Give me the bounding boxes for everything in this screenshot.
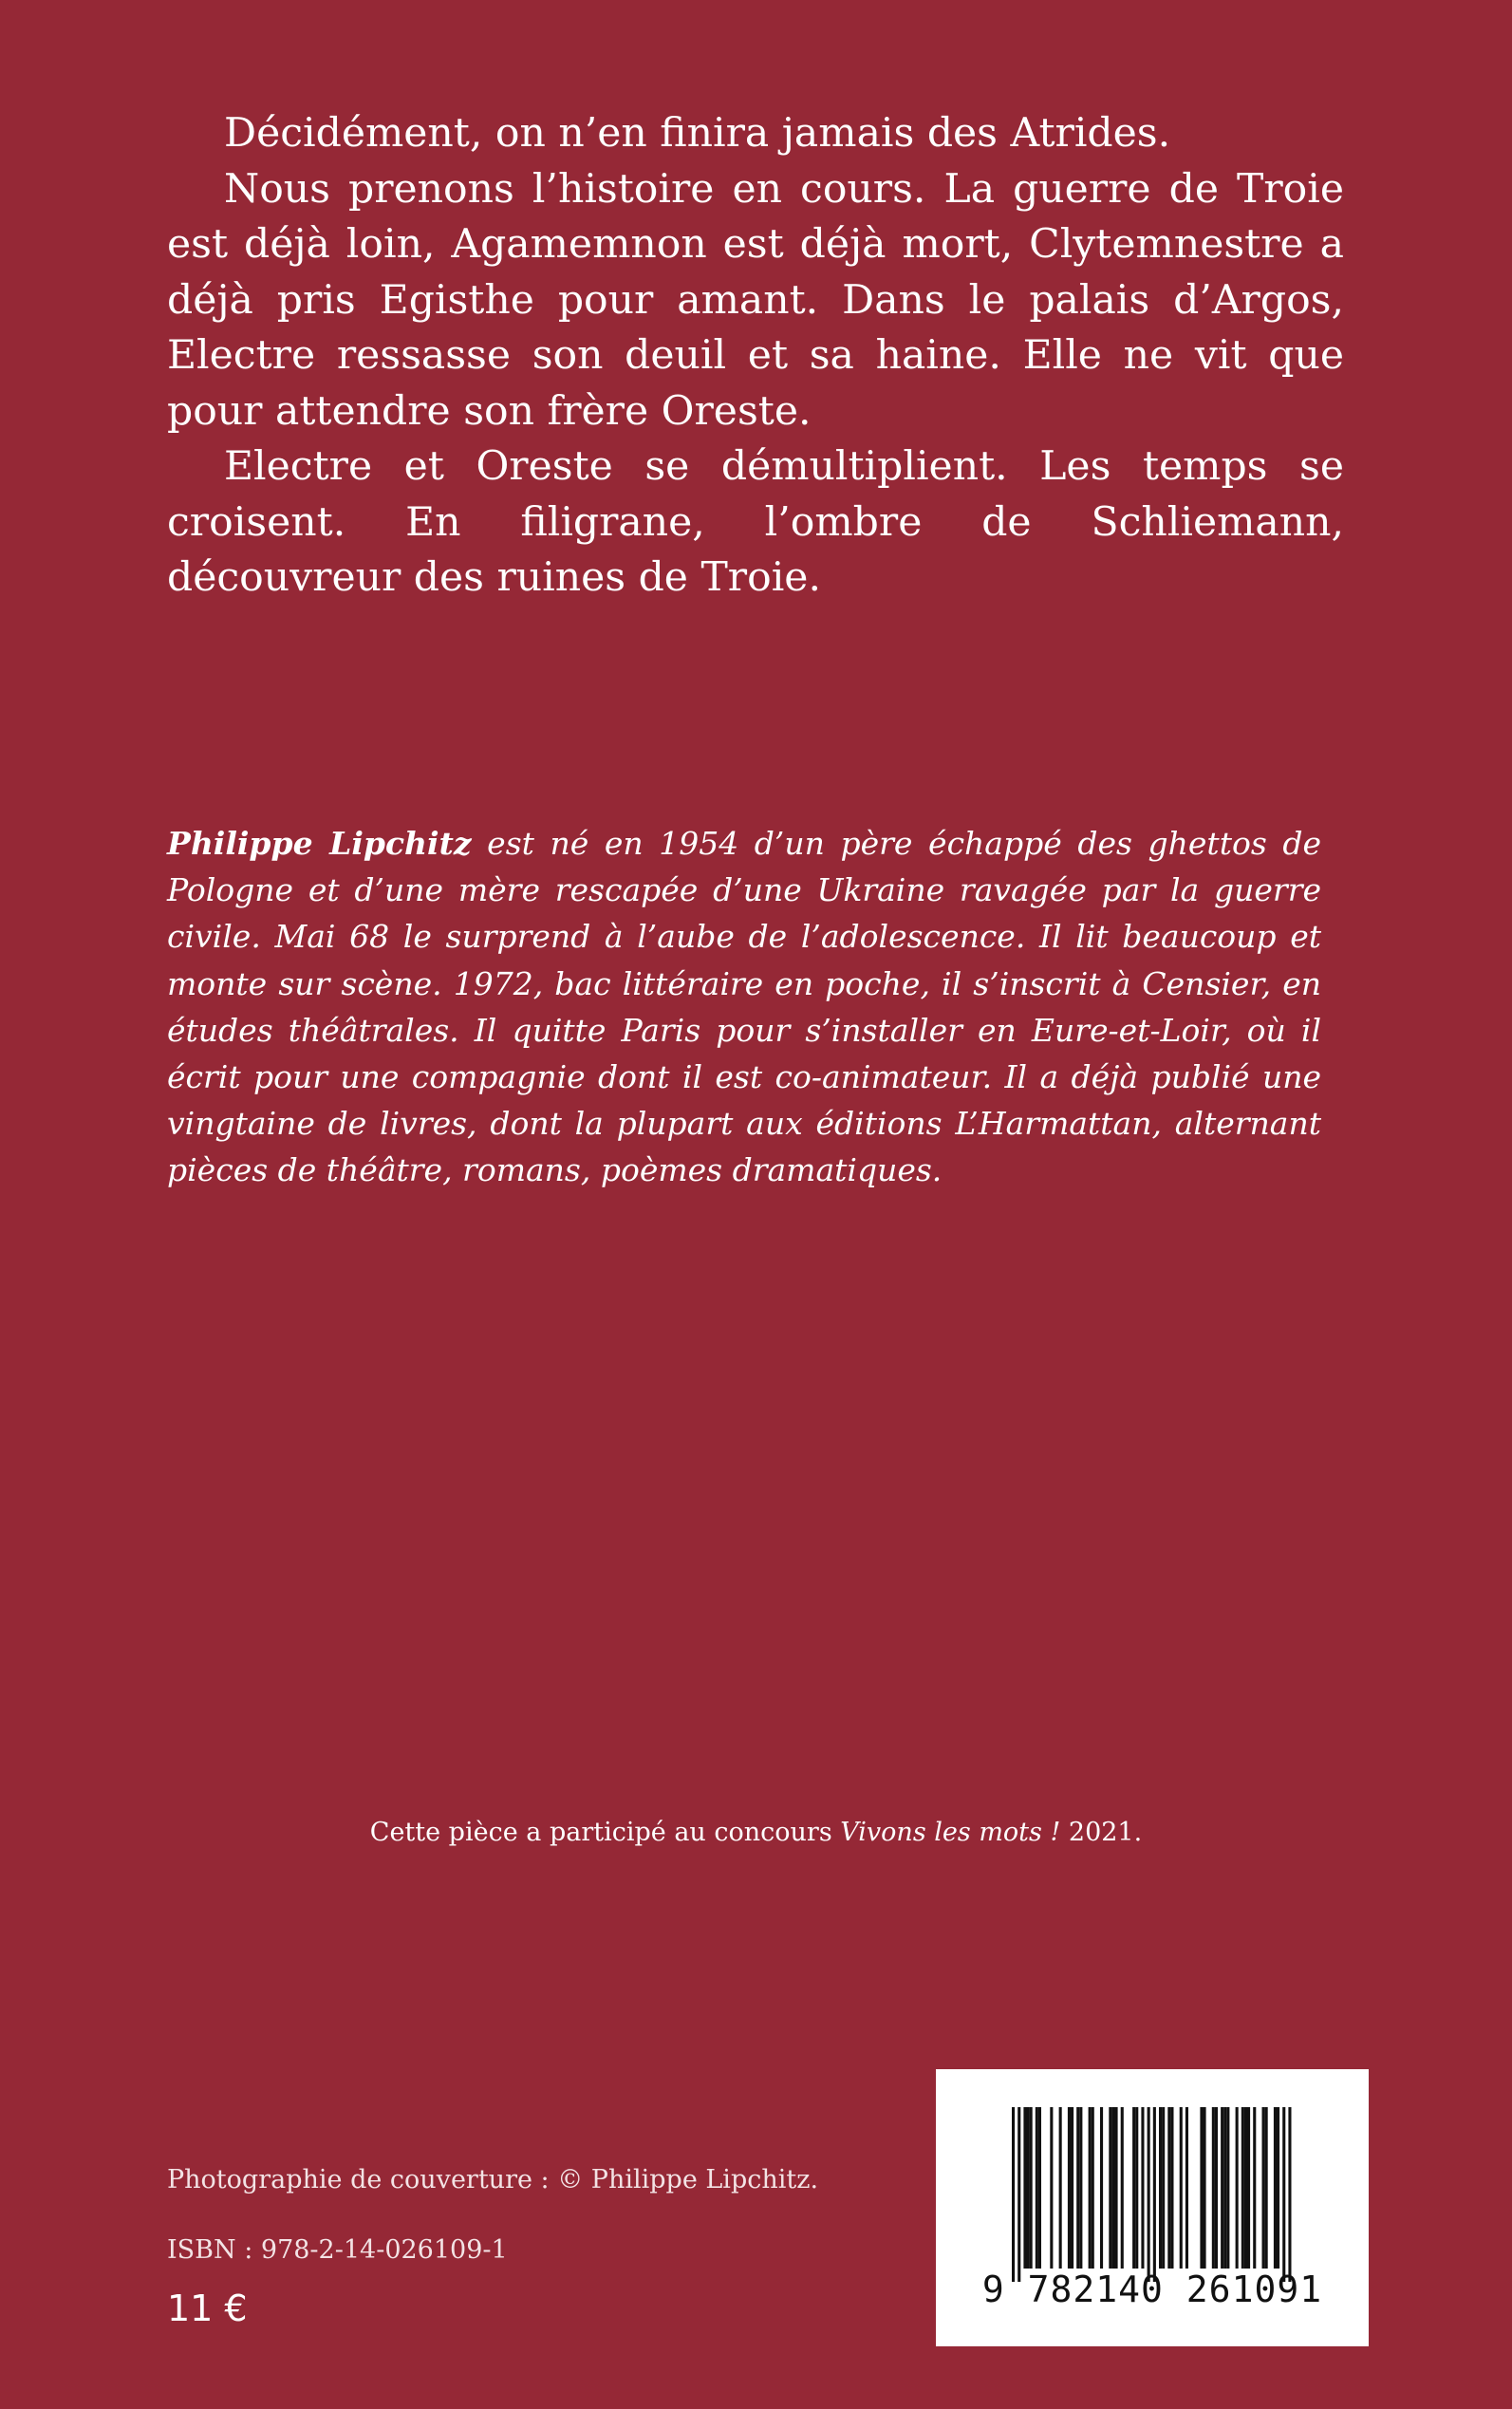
barcode-bar <box>1282 2107 1285 2282</box>
barcode-bar <box>1212 2107 1215 2269</box>
barcode-bar <box>1038 2107 1041 2269</box>
barcode-digits: 9 782140 261091 <box>981 2269 1323 2310</box>
barcode-bar <box>1030 2107 1033 2269</box>
barcode-bar <box>1226 2107 1229 2269</box>
barcode-bar <box>1079 2107 1082 2269</box>
barcode-bar <box>1036 2107 1038 2269</box>
barcode-bar <box>1167 2107 1170 2269</box>
barcode-bar <box>1068 2107 1071 2269</box>
barcode-bar <box>1274 2107 1277 2269</box>
barcode-bar <box>1089 2107 1092 2269</box>
barcode-bar <box>1244 2107 1247 2269</box>
barcode-bar <box>1253 2107 1256 2269</box>
photo-credit: Photographie de couverture : © Philippe Lipchitz. <box>167 2165 819 2194</box>
barcode-bar <box>1115 2107 1118 2269</box>
contest-note <box>0 1816 1512 1850</box>
barcode-bar <box>1200 2107 1203 2269</box>
barcode-bar <box>1050 2107 1053 2269</box>
barcode-bar <box>1223 2107 1226 2269</box>
barcode-bar <box>1092 2107 1094 2269</box>
blurb-paragraph: Nous prenons l’histoire en cours. La guerre de Troie est déjà loin, Agamemnon est déjà mort, Clytemnestre a déjà pris Egisthe pour amant. Dans le palais d’Argos, Electre ressasse son deuil et sa haine. Elle ne vit que pour attendre son frère Oreste. <box>167 165 1344 435</box>
barcode-bar <box>1109 2107 1111 2269</box>
barcode-bar <box>1241 2107 1244 2269</box>
barcode-bar <box>1262 2107 1265 2269</box>
barcode-bar <box>1076 2107 1079 2269</box>
contest-suffix: 2021. <box>1060 1818 1143 1847</box>
barcode-bar <box>1277 2107 1279 2269</box>
bio-text: est né en 1954 d’un père échappé des ghettos de Pologne et d’une mère rescapée d’une Ukraine ravagée par la guerre civile. Mai 68 le surprend à l’aube de l’adolescence. Il lit beaucoup et monte sur scène. 1972, bac littéraire en poche, il s’inscrit à Censier, en études théâtrales. Il quitte Paris pour s’installer en Eure-et-Loir, où il écrit pour une compagnie dont il est co-animateur. Il a déjà publié une vingtaine de livres, dont la plupart aux éditions L’Harmattan, alternant pièces de théâtre, romans, poèmes dramatiques. <box>167 825 1322 1189</box>
barcode-bar <box>1153 2107 1156 2282</box>
barcode-bar <box>1059 2107 1062 2269</box>
barcode-bar <box>1027 2107 1030 2269</box>
barcode-bar <box>1236 2107 1239 2269</box>
barcode-bar <box>1141 2107 1144 2269</box>
barcode-bar <box>1221 2107 1223 2269</box>
barcode-bar <box>1100 2107 1103 2269</box>
barcode <box>936 2069 1369 2346</box>
barcode-bar <box>1185 2107 1188 2269</box>
barcode-bar <box>1071 2107 1073 2269</box>
barcode-bar <box>1135 2107 1138 2269</box>
barcode-bar <box>1180 2107 1183 2269</box>
barcode-bar <box>1288 2107 1291 2282</box>
barcode-bar <box>1162 2107 1165 2269</box>
contest-prefix: Cette pièce a participé au concours <box>369 1818 841 1847</box>
blurb-paragraph: Décidément, on n’en finira jamais des Atrides. <box>224 110 1171 157</box>
bio-paragraph <box>167 820 1321 1194</box>
author-name: Philippe Lipchitz <box>167 825 472 862</box>
barcode-bar <box>1111 2107 1114 2269</box>
barcode-bar <box>1121 2107 1124 2269</box>
barcode-bar <box>1159 2107 1162 2269</box>
barcode-bar <box>1023 2107 1026 2269</box>
barcode-bar <box>1012 2107 1015 2282</box>
barcode-bar <box>1265 2107 1268 2269</box>
isbn-number: ISBN : 978-2-14-026109-1 <box>167 2235 508 2265</box>
back-cover-blurb <box>167 106 1344 607</box>
barcode-bar <box>1017 2107 1020 2282</box>
barcode-bar <box>1170 2107 1173 2269</box>
barcode-bar <box>1132 2107 1135 2269</box>
price-label: 11 € <box>167 2288 248 2329</box>
author-biography <box>167 820 1321 1194</box>
barcode-bar <box>1204 2107 1206 2269</box>
contest-title: Vivons les mots ! <box>840 1818 1061 1847</box>
barcode-bar <box>1148 2107 1150 2282</box>
barcode-bar <box>1247 2107 1250 2269</box>
barcode-bar <box>1215 2107 1218 2269</box>
blurb-paragraph: Electre et Oreste se démultiplient. Les temps se croisent. En filigrane, l’ombre de Schliemann, découvreur des ruines de Troie. <box>167 443 1344 601</box>
